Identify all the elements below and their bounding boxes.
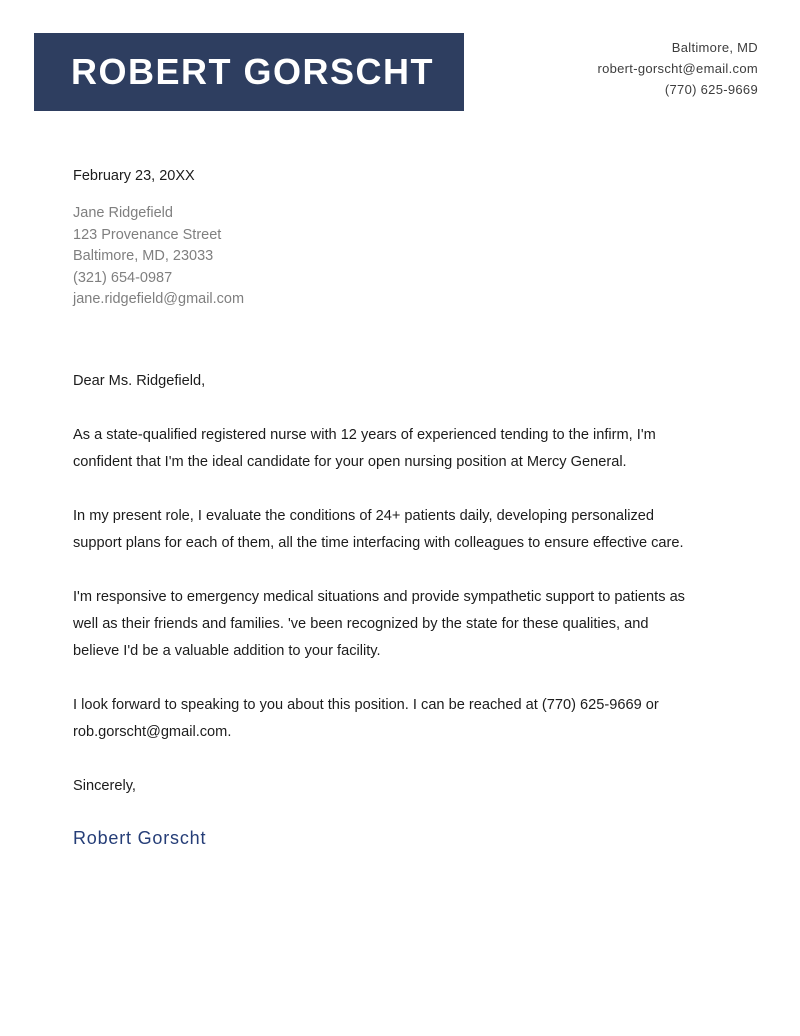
body-paragraph-2: In my present role, I evaluate the conditions of 24+ patients daily, developing personalized support plans for each of them, all the time interfacing with colleagues to ensure effective care. [73, 507, 684, 551]
salutation: Dear Ms. Ridgefield, [73, 372, 206, 389]
letter-content [73, 166, 695, 850]
closing: Sincerely, [73, 777, 136, 794]
applicant-contact-block [597, 37, 758, 100]
body-paragraph-4: I look forward to speaking to you about this position. I can be reached at (770) 625-9669 or rob.gorscht@gmail.com. [73, 696, 659, 740]
body-paragraph-1: As a state-qualified registered nurse with 12 years of experienced tending to the infirm, I'm confident that I'm the ideal candidate for your open nursing position at Mercy General. [73, 426, 656, 470]
signature-name: Robert Gorscht [73, 827, 207, 848]
recipient-phone: (321) 654-0987 [73, 269, 173, 286]
recipient-email: jane.ridgefield@gmail.com [73, 291, 245, 307]
letter-date: February 23, 20XX [73, 168, 195, 184]
body-paragraph-3: I'm responsive to emergency medical situations and provide sympathetic support to patients as well as their friends and families. 've been recognized by the state for these qualities, and believe I'd be a valuable addition to your facility. [73, 588, 685, 659]
applicant-name: ROBERT GORSCHT [71, 51, 434, 92]
header-name-band [34, 33, 464, 111]
applicant-phone: (770) 625-9669 [664, 82, 758, 97]
applicant-location: Baltimore, MD [671, 40, 758, 55]
recipient-name: Jane Ridgefield [73, 205, 173, 221]
recipient-city: Baltimore, MD, 23033 [73, 248, 214, 264]
applicant-email: robert-gorscht@email.com [597, 61, 758, 76]
recipient-street: 123 Provenance Street [73, 226, 222, 243]
recipient-block [73, 203, 695, 311]
